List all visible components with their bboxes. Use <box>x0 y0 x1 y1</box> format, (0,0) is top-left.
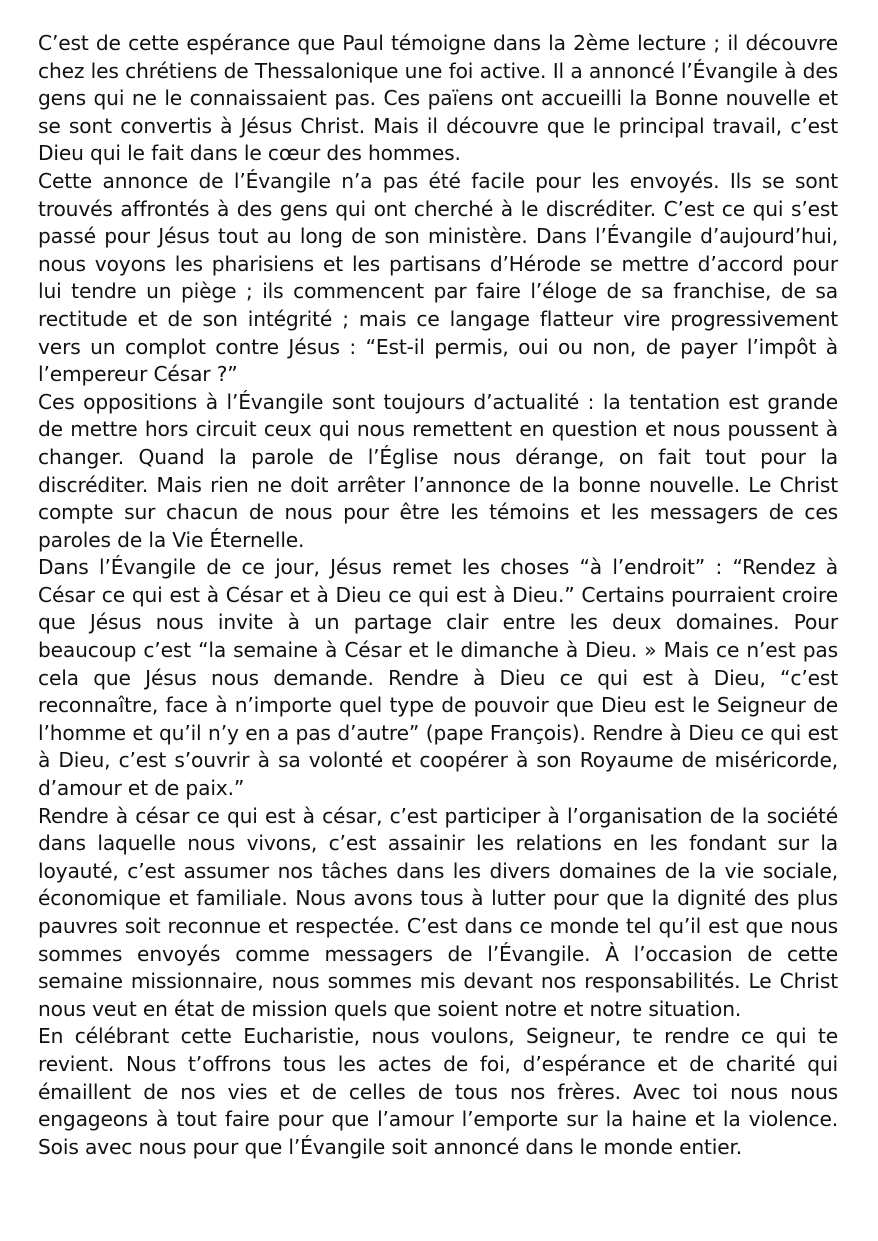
paragraph-gospel-opposition: Cette annonce de l’Évangile n’a pas été facile pour les envoyés. Ils se sont trouvés affrontés à des gens qui ont cherché à le discréditer. C’est ce qui s’est passé pour Jésus tout au long de son ministère. Dans l’Évangile d’aujourd’hui, nous voyons les pharisiens et les partisans d’Hérode se mettre d’accord pour lui tendre un piège ; ils commencent par faire l’éloge de sa franchise, de sa rectitude et de son intégrité ; mais ce langage flatteur vire progressivement vers un complot contre Jésus : “Est-il permis, oui ou non, de payer l’impôt à l’empereur César ?” <box>38 168 838 387</box>
paragraph-eucharist-prayer: En célébrant cette Eucharistie, nous voulons, Seigneur, te rendre ce qui te revient. Nous t’offrons tous les actes de foi, d’espérance et de charité qui émaillent de nos vies et de celles de tous nos frères. Avec toi nous nous engageons à tout faire pour que l’amour l’emporte sur la haine et la violence. Sois avec nous pour que l’Évangile soit annoncé dans le monde entier. <box>38 1024 838 1159</box>
document-page <box>38 30 838 1161</box>
paragraph-current-oppositions: Ces oppositions à l’Évangile sont toujours d’actualité : la tentation est grande de mettre hors circuit ceux qui nous remettent en question et nous poussent à changer. Quand la parole de l’Église nous dérange, on fait tout pour la discréditer. Mais rien ne doit arrêter l’annonce de la bonne nouvelle. Le Christ compte sur chacun de nous pour être les témoins et les messagers de ces paroles de la Vie Éternelle. <box>38 389 838 552</box>
paragraph-render-to-caesar: Dans l’Évangile de ce jour, Jésus remet les choses “à l’endroit” : “Rendez à César ce qui est à César et à Dieu ce qui est à Dieu.” Certains pourraient croire que Jésus nous invite à un partage clair entre les deux domaines. Pour beaucoup c’est “la semaine à César et le dimanche à Dieu. » Mais ce n’est pas cela que Jésus nous demande. Rendre à Dieu ce qui est à Dieu, “c’est reconnaître, face à n’importe quel type de pouvoir que Dieu est le Seigneur de l’homme et qu’il n’y en a pas d’autre” (pape François). Rendre à Dieu ce qui est à Dieu, c’est s’ouvrir à sa volonté et coopérer à son Royaume de miséricorde, d’amour et de paix.” <box>38 555 838 801</box>
paragraph-society-participation: Rendre à césar ce qui est à césar, c’est participer à l’organisation de la société dans laquelle nous vivons, c’est assainir les relations en les fondant sur la loyauté, c’est assumer nos tâches dans les divers domaines de la vie sociale, économique et familiale. Nous avons tous à lutter pour que la dignité des plus pauvres soit reconnue et respectée. C’est dans ce monde tel qu’il est que nous sommes envoyés comme messagers de l’Évangile. À l’occasion de cette semaine missionnaire, nous sommes mis devant nos responsabilités. Le Christ nous veut en état de mission quels que soient notre et notre situation. <box>38 803 838 1021</box>
paragraph-paul-hope: C’est de cette espérance que Paul témoigne dans la 2ème lecture ; il découvre chez les chrétiens de Thessalonique une foi active. Il a annoncé l’Évangile à des gens qui ne le connaissaient pas. Ces païens ont accueilli la Bonne nouvelle et se sont convertis à Jésus Christ. Mais il découvre que le principal travail, c’est Dieu qui le fait dans le cœur des hommes. <box>38 31 838 166</box>
